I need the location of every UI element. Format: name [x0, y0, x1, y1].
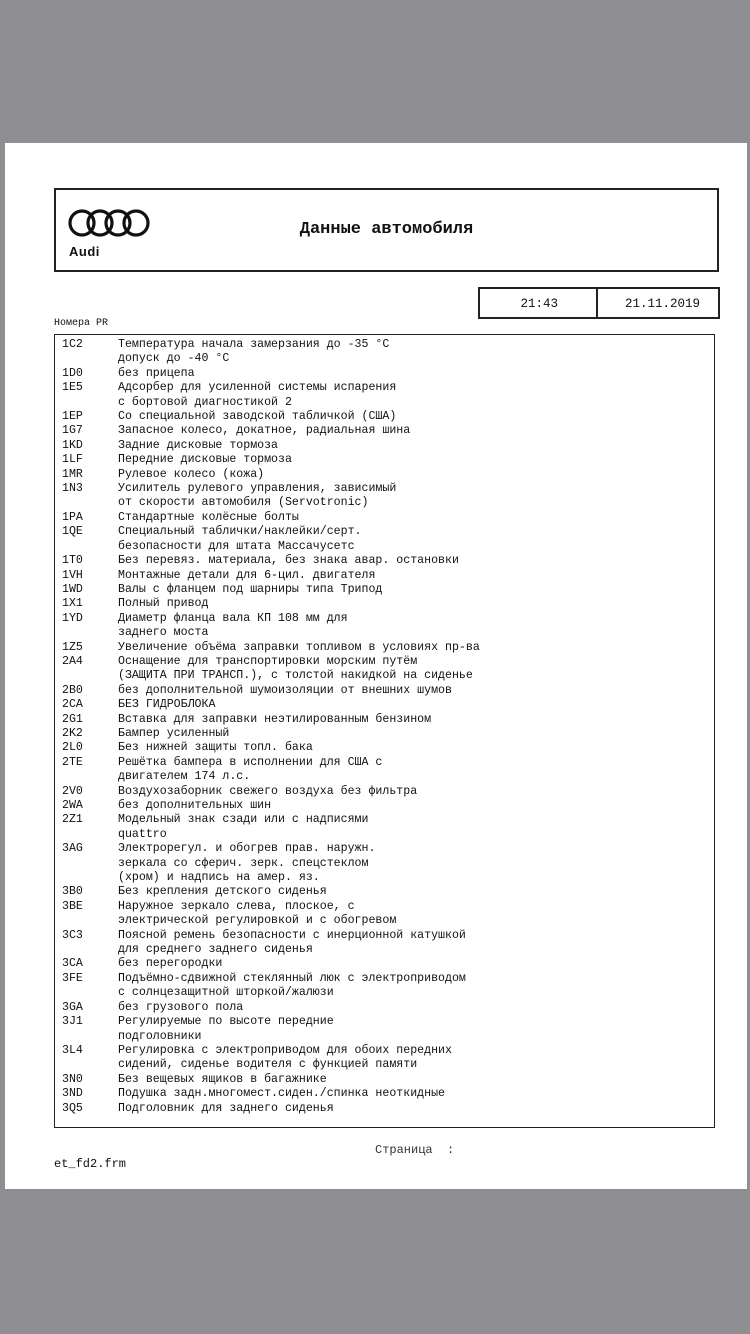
pr-description: Валы с фланцем под шарниры типа Трипод	[118, 582, 383, 596]
pr-code: 3L4	[62, 1043, 83, 1057]
pr-code	[55, 626, 118, 640]
table-row	[55, 828, 714, 842]
pr-description: двигателем 174 л.с.	[118, 770, 251, 784]
pr-code: 3GA	[62, 1000, 83, 1014]
pr-code: 2CA	[62, 698, 83, 712]
table-row	[55, 756, 714, 770]
pr-description: Рулевое колесо (кожа)	[118, 467, 265, 481]
pr-description: Задние дисковые тормоза	[118, 438, 279, 452]
table-row	[55, 396, 714, 410]
pr-description: Специальный таблички/наклейки/серт.	[118, 525, 362, 539]
pr-code: 1MR	[62, 467, 83, 481]
pr-code: 1D0	[62, 366, 83, 380]
pr-description: Стандартные колёсные болты	[118, 510, 299, 524]
pr-code: 3J1	[62, 1015, 83, 1029]
pr-description: Усилитель рулевого управления, зависимый	[118, 482, 397, 496]
form-name: et_fd2.frm	[54, 1157, 127, 1171]
pr-codes-list	[55, 338, 714, 1116]
pr-code	[55, 1058, 118, 1072]
pr-description: Полный привод	[118, 597, 209, 611]
pr-code: 2G1	[62, 712, 83, 726]
pr-code: 3AG	[62, 842, 83, 856]
pr-numbers-label: Номера PR	[54, 318, 109, 329]
pr-code: 1LF	[62, 453, 83, 467]
table-row	[55, 1001, 714, 1015]
pr-description: Вставка для заправки неэтилированным бензином	[118, 712, 432, 726]
pr-code: 1E5	[62, 381, 83, 395]
table-row	[55, 468, 714, 482]
table-row	[55, 554, 714, 568]
table-row	[55, 626, 714, 640]
table-row	[55, 496, 714, 510]
pr-code: 2Z1	[62, 813, 83, 827]
table-row	[55, 929, 714, 943]
pr-code	[55, 914, 118, 928]
table-row	[55, 453, 714, 467]
table-row	[55, 1102, 714, 1116]
pr-description: электрической регулировкой и с обогревом	[118, 914, 397, 928]
table-row	[55, 957, 714, 971]
table-row	[55, 986, 714, 1000]
table-row	[55, 583, 714, 597]
table-row	[55, 900, 714, 914]
pr-description: БЕЗ ГИДРОБЛОКА	[118, 698, 216, 712]
pr-description: Без крепления детского сиденья	[118, 885, 327, 899]
pr-code: 3B0	[62, 885, 83, 899]
table-row	[55, 439, 714, 453]
pr-code: 2WA	[62, 799, 83, 812]
pr-code: 2B0	[62, 683, 83, 697]
table-row	[55, 352, 714, 366]
pr-code	[55, 396, 118, 410]
pr-description: Решётка бампера в исполнении для США с	[118, 755, 383, 769]
pr-description: с солнцезащитной шторкой/жалюзи	[118, 986, 334, 1000]
pr-code: 1QE	[62, 525, 83, 539]
pr-description: без грузового пола	[118, 1000, 244, 1014]
pr-code: 3C3	[62, 928, 83, 942]
pr-description: Регулировка с электроприводом для обоих передних	[118, 1043, 452, 1057]
table-row	[55, 1030, 714, 1044]
table-row	[55, 569, 714, 583]
pr-description: для среднего заднего сиденья	[118, 943, 313, 957]
pr-code: 1Z5	[62, 640, 83, 654]
table-row	[55, 885, 714, 899]
pr-description: Без вещевых ящиков в багажнике	[118, 1072, 327, 1086]
pr-description: Регулируемые по высоте передние	[118, 1015, 334, 1029]
pr-code: 1WD	[62, 582, 83, 596]
pr-code: 1PA	[62, 510, 83, 524]
table-row	[55, 1058, 714, 1072]
timestamp-box	[478, 287, 720, 319]
table-row	[55, 655, 714, 669]
table-row	[55, 1073, 714, 1087]
header-box	[54, 188, 719, 272]
pr-description: Увеличение объёма заправки топливом в условиях пр-ва	[118, 640, 480, 654]
table-row	[55, 612, 714, 626]
table-row	[55, 540, 714, 554]
pr-code: 2A4	[62, 654, 83, 668]
pr-description: Диаметр фланца вала КП 108 мм для	[118, 611, 348, 625]
table-row	[55, 770, 714, 784]
pr-description: Без перевяз. материала, без знака авар. остановки	[118, 554, 459, 568]
table-row	[55, 410, 714, 424]
pr-description: Электрорегул. и обогрев прав. наружн.	[118, 842, 376, 856]
table-row	[55, 799, 714, 813]
document-page	[5, 143, 747, 1189]
table-row	[55, 1087, 714, 1101]
pr-code	[55, 871, 118, 885]
pr-description: подголовники	[118, 1029, 202, 1043]
pr-description: Наружное зеркало слева, плоское, с	[118, 899, 355, 913]
pr-code: 3N0	[62, 1072, 83, 1086]
pr-code: 3ND	[62, 1087, 83, 1101]
pr-code: 3CA	[62, 957, 83, 971]
pr-description: с бортовой диагностикой 2	[118, 395, 292, 409]
pr-description: Бампер усиленный	[118, 726, 230, 740]
table-row	[55, 424, 714, 438]
pr-description: заднего моста	[118, 626, 209, 640]
table-row	[55, 871, 714, 885]
pr-description: Поясной ремень безопасности с инерционной катушкой	[118, 928, 466, 942]
pr-code: 2L0	[62, 741, 83, 755]
page-title: Данные автомобиля	[299, 220, 474, 239]
pr-description: без прицепа	[118, 366, 195, 380]
table-row	[55, 381, 714, 395]
pr-code: 3BE	[62, 899, 83, 913]
pr-code	[55, 770, 118, 784]
pr-description: допуск до -40 °C	[118, 352, 230, 366]
pr-description: Со специальной заводской табличкой (США)	[118, 410, 397, 424]
table-row	[55, 727, 714, 741]
pr-code	[55, 828, 118, 842]
pr-code: 2K2	[62, 726, 83, 740]
table-row	[55, 785, 714, 799]
table-row	[55, 482, 714, 496]
pr-code: 1T0	[62, 554, 83, 568]
pr-description: зеркала со сферич. зерк. спецстеклом	[118, 856, 369, 870]
pr-description: от скорости автомобиля (Servotronic)	[118, 496, 369, 510]
time-value: 21:43	[480, 289, 598, 317]
pr-description: безопасности для штата Массачусетс	[118, 539, 355, 553]
table-row	[55, 943, 714, 957]
pr-description: Запасное колесо, докатное, радиальная шина	[118, 424, 411, 438]
pr-code: 1C2	[62, 338, 83, 351]
table-row	[55, 698, 714, 712]
pr-code	[55, 540, 118, 554]
pr-code	[55, 857, 118, 871]
pr-description: Модельный знак сзади или с надписями	[118, 813, 369, 827]
pr-code: 2V0	[62, 784, 83, 798]
table-row	[55, 1044, 714, 1058]
pr-description: (ЗАЩИТА ПРИ ТРАНСП.), с толстой накидкой на сиденье	[118, 669, 473, 683]
table-row	[55, 367, 714, 381]
pr-code: 2TE	[62, 755, 83, 769]
table-row	[55, 669, 714, 683]
pr-description: (хром) и надпись на амер. яз.	[118, 871, 320, 885]
page-number-label: Страница :	[375, 1143, 455, 1157]
pr-description: Без нижней защиты топл. бака	[118, 741, 313, 755]
pr-description: Подголовник для заднего сиденья	[118, 1101, 334, 1115]
pr-codes-table	[54, 334, 715, 1128]
pr-code	[55, 986, 118, 1000]
table-row	[55, 741, 714, 755]
table-row	[55, 914, 714, 928]
pr-code: 1X1	[62, 597, 83, 611]
pr-code	[55, 669, 118, 683]
pr-description: Температура начала замерзания до -35 °C	[118, 338, 390, 351]
pr-code	[55, 943, 118, 957]
table-row	[55, 842, 714, 856]
pr-code	[55, 496, 118, 510]
table-row	[55, 857, 714, 871]
pr-description: Адсорбер для усиленной системы испарения	[118, 381, 397, 395]
table-row	[55, 641, 714, 655]
table-row	[55, 684, 714, 698]
pr-code: 3Q5	[62, 1101, 83, 1115]
table-row	[55, 597, 714, 611]
pr-code	[55, 1030, 118, 1044]
table-row	[55, 525, 714, 539]
table-row	[55, 1015, 714, 1029]
table-row	[55, 972, 714, 986]
pr-code: 1EP	[62, 410, 83, 424]
brand-name: Audi	[69, 244, 100, 259]
table-row	[55, 338, 714, 352]
pr-code: 1G7	[62, 424, 83, 438]
table-row	[55, 511, 714, 525]
pr-description: без перегородки	[118, 957, 223, 971]
pr-description: Передние дисковые тормоза	[118, 453, 292, 467]
date-value: 21.11.2019	[624, 297, 700, 311]
pr-code: 1N3	[62, 482, 83, 496]
pr-description: сидений, сиденье водителя с функцией памяти	[118, 1058, 418, 1072]
table-row	[55, 713, 714, 727]
pr-code	[55, 352, 118, 366]
table-row	[55, 813, 714, 827]
pr-description: без дополнительных шин	[118, 799, 272, 812]
pr-description: Монтажные детали для 6-цил. двигателя	[118, 568, 376, 582]
pr-description: без дополнительной шумоизоляции от внешних шумов	[118, 683, 452, 697]
pr-code: 1YD	[62, 611, 83, 625]
pr-code: 1VH	[62, 568, 83, 582]
pr-description: Подъёмно-сдвижной стеклянный люк с электроприводом	[118, 971, 466, 985]
pr-description: Подушка задн.многомест.сиден./спинка неоткидные	[118, 1087, 445, 1101]
pr-code: 1KD	[62, 438, 83, 452]
pr-description: quattro	[118, 827, 167, 841]
pr-code: 3FE	[62, 971, 83, 985]
pr-description: Оснащение для транспортировки морским путём	[118, 654, 418, 668]
pr-description: Воздухозаборник свежего воздуха без фильтра	[118, 784, 418, 798]
